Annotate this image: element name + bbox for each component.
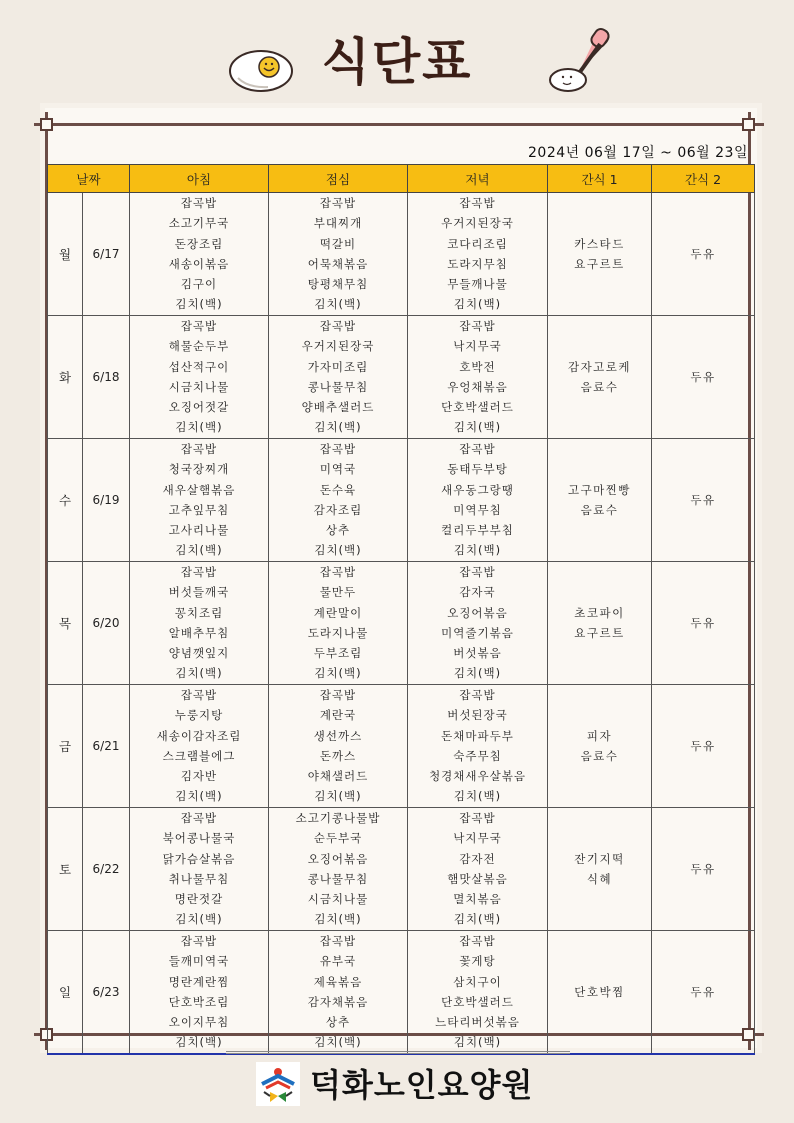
- menu-item: 제육볶음: [313, 974, 363, 989]
- menu-item: 명란젓갈: [174, 892, 224, 907]
- snack1-list: [548, 982, 651, 1002]
- menu-item: 김자반: [180, 769, 218, 784]
- menu-item: 잡곡밥: [180, 565, 218, 579]
- dinner-cell: [408, 562, 548, 685]
- menu-item: 순두부국: [313, 831, 363, 846]
- menu-item: 김치(백): [175, 420, 223, 435]
- menu-item: 버섯된장국: [447, 708, 508, 723]
- menu-item: 잡곡밥: [459, 442, 496, 456]
- dinner-menu-list: [408, 316, 547, 438]
- menu-item: 양념깻잎지: [168, 646, 230, 661]
- lunch-menu-list: [269, 685, 407, 807]
- date-cell: 6/20: [83, 562, 130, 685]
- snack-item: 피자: [586, 729, 613, 743]
- snack1-list: [548, 849, 651, 889]
- lunch-cell: [269, 931, 408, 1055]
- breakfast-cell: [130, 562, 269, 685]
- menu-item: 청경채새우살볶음: [429, 769, 526, 784]
- header-lunch: 점심: [269, 165, 408, 193]
- snack1-list: [548, 726, 651, 766]
- lunch-cell: [269, 439, 408, 562]
- menu-item: 물만두: [319, 585, 357, 600]
- snack2-cell: 두유: [652, 316, 755, 439]
- menu-item: 오징어볶음: [307, 851, 369, 866]
- menu-item: 고추잎무침: [168, 502, 230, 517]
- menu-item: 잡곡밥: [319, 319, 357, 333]
- menu-item: 멸치볶음: [453, 892, 502, 907]
- menu-item: 도라지나물: [307, 625, 369, 640]
- breakfast-menu-list: [130, 562, 268, 684]
- menu-item: 새우동그랑땡: [441, 482, 514, 497]
- menu-item: 삼치구이: [453, 974, 502, 989]
- weekday-cell: 수: [48, 439, 83, 562]
- menu-item: 김치(백): [175, 912, 223, 927]
- lunch-menu-list: [269, 931, 407, 1053]
- footer-divider: [226, 1051, 570, 1054]
- menu-item: 상추: [325, 523, 351, 538]
- menu-item: 도라지무침: [447, 256, 508, 271]
- menu-item: 감자전: [459, 851, 496, 866]
- menu-item: 잡곡밥: [319, 196, 357, 210]
- menu-item: 김치(백): [314, 297, 362, 312]
- snack2-cell: 두유: [652, 685, 755, 808]
- frame-corner-tl: [40, 118, 53, 131]
- menu-item: 미역줄기볶음: [441, 625, 514, 640]
- snack-item: 음료수: [580, 749, 619, 763]
- table-header-row: [48, 165, 755, 193]
- table-row: [48, 316, 755, 439]
- menu-item: 미역무침: [453, 502, 502, 517]
- menu-item: 김치(백): [453, 912, 502, 927]
- menu-item: 잡곡밥: [319, 934, 357, 948]
- breakfast-menu-list: [130, 439, 268, 561]
- menu-item: 단호박샐러드: [441, 400, 514, 415]
- snack1-list: [548, 234, 651, 274]
- snack1-cell: [548, 931, 652, 1055]
- lunch-menu-list: [269, 562, 407, 684]
- menu-item: 스크램블에그: [162, 748, 236, 763]
- dinner-cell: [408, 808, 548, 931]
- dinner-menu-list: [408, 439, 547, 561]
- weekday-cell: 화: [48, 316, 83, 439]
- snack-item: 잔기지떡: [574, 852, 625, 866]
- menu-item: 잡곡밥: [319, 565, 357, 579]
- weekday-cell: 금: [48, 685, 83, 808]
- page-title: 식단표: [321, 33, 473, 91]
- breakfast-menu-list: [130, 808, 268, 930]
- snack1-cell: [548, 439, 652, 562]
- date-cell: 6/18: [83, 316, 130, 439]
- dinner-menu-list: [408, 808, 547, 930]
- menu-item: 탕평채무침: [307, 277, 369, 292]
- menu-item: 햄맛살볶음: [447, 871, 508, 886]
- snack1-list: [548, 357, 651, 397]
- menu-item: 돈채마파두부: [441, 728, 514, 743]
- lunch-menu-list: [269, 439, 407, 561]
- menu-item: 잡곡밥: [319, 688, 357, 702]
- menu-item: 잡곡밥: [180, 196, 218, 210]
- lunch-menu-list: [269, 316, 407, 438]
- menu-item: 김치(백): [175, 543, 223, 558]
- header-breakfast: 아침: [130, 165, 269, 193]
- menu-item: 오이지무침: [168, 1015, 230, 1030]
- menu-item: 상추: [325, 1015, 351, 1030]
- table-row: [48, 808, 755, 931]
- weekday-cell: 토: [48, 808, 83, 931]
- menu-item: 잡곡밥: [180, 934, 218, 948]
- breakfast-cell: [130, 931, 269, 1055]
- date-cell: 6/22: [83, 808, 130, 931]
- menu-item: 잡곡밥: [180, 442, 218, 456]
- dinner-cell: [408, 439, 548, 562]
- snack-item: 단호박찜: [574, 985, 625, 999]
- menu-item: 계란말이: [313, 605, 363, 620]
- snack1-cell: [548, 685, 652, 808]
- lunch-cell: [269, 685, 408, 808]
- menu-period: 2024년 06월 17일 ~ 06월 23일: [528, 145, 748, 161]
- menu-item: 버섯들깨국: [168, 585, 230, 600]
- menu-item: 낙지무국: [453, 831, 502, 846]
- weekday-cell: 목: [48, 562, 83, 685]
- menu-item: 무들깨나물: [447, 277, 508, 292]
- menu-item: 김치(백): [453, 666, 502, 681]
- menu-item: 청국장찌개: [168, 462, 230, 477]
- menu-item: 꽃게탕: [459, 954, 496, 969]
- menu-item: 잡곡밥: [459, 811, 496, 825]
- menu-item: 두부조림: [313, 646, 363, 661]
- menu-item: 김치(백): [314, 543, 362, 558]
- fried-egg-icon: [228, 48, 294, 94]
- menu-item: 김치(백): [453, 543, 502, 558]
- breakfast-cell: [130, 439, 269, 562]
- header-snack1: 간식 1: [548, 165, 652, 193]
- table-row: [48, 193, 755, 316]
- menu-item: 가자미조림: [307, 359, 369, 374]
- menu-item: 우거지된장국: [441, 216, 514, 231]
- menu-item: 해물순두부: [168, 339, 230, 354]
- ladle-icon: [544, 26, 614, 98]
- snack2-cell: 두유: [652, 562, 755, 685]
- menu-item: 소고기무국: [168, 216, 230, 231]
- menu-item: 감자조림: [313, 502, 363, 517]
- snack2-cell: 두유: [652, 193, 755, 316]
- menu-item: 우거지된장국: [301, 339, 375, 354]
- menu-item: 잡곡밥: [459, 319, 496, 333]
- breakfast-menu-list: [130, 931, 268, 1053]
- breakfast-cell: [130, 685, 269, 808]
- snack1-cell: [548, 193, 652, 316]
- menu-item: 시금치나물: [168, 379, 230, 394]
- menu-item: 잡곡밥: [459, 934, 496, 948]
- menu-item: 김치(백): [453, 789, 502, 804]
- date-cell: 6/23: [83, 931, 130, 1055]
- dinner-menu-list: [408, 931, 547, 1053]
- menu-item: 명란계란찜: [168, 974, 230, 989]
- header-snack2: 간식 2: [652, 165, 755, 193]
- menu-item: 김구이: [180, 277, 218, 292]
- menu-item: 유부국: [319, 954, 357, 969]
- breakfast-cell: [130, 193, 269, 316]
- menu-item: 동태두부탕: [447, 462, 508, 477]
- lunch-cell: [269, 562, 408, 685]
- menu-item: 잡곡밥: [319, 442, 357, 456]
- menu-item: 고사리나물: [168, 523, 230, 538]
- dinner-cell: [408, 316, 548, 439]
- snack-item: 고구마찐빵: [567, 483, 632, 497]
- snack-item: 요구르트: [574, 626, 625, 640]
- lunch-menu-list: [269, 808, 407, 930]
- menu-item: 돈장조림: [174, 236, 224, 251]
- menu-item: 미역국: [319, 462, 357, 477]
- breakfast-menu-list: [130, 685, 268, 807]
- menu-item: 오징어젓갈: [168, 400, 230, 415]
- snack2-cell: 두유: [652, 439, 755, 562]
- menu-item: 김치(백): [453, 420, 502, 435]
- menu-item: 김치(백): [453, 1035, 502, 1050]
- menu-item: 취나물무침: [168, 871, 230, 886]
- menu-item: 호박전: [459, 359, 496, 374]
- menu-item: 감자국: [459, 585, 496, 600]
- snack1-list: [548, 603, 651, 643]
- menu-item: 돈수육: [319, 482, 357, 497]
- snack1-cell: [548, 808, 652, 931]
- menu-item: 김치(백): [314, 420, 362, 435]
- snack-item: 초코파이: [574, 606, 625, 620]
- menu-item: 오징어볶음: [447, 605, 508, 620]
- menu-item: 잡곡밥: [459, 196, 496, 210]
- date-cell: 6/21: [83, 685, 130, 808]
- menu-item: 부대찌개: [313, 216, 363, 231]
- snack-item: 감자고로케: [567, 360, 632, 374]
- menu-item: 숙주무침: [453, 748, 502, 763]
- dinner-menu-list: [408, 562, 547, 684]
- breakfast-menu-list: [130, 316, 268, 438]
- dinner-menu-list: [408, 685, 547, 807]
- menu-item: 새송이감자조림: [156, 728, 242, 743]
- menu-item: 닭가슴살볶음: [162, 851, 236, 866]
- breakfast-menu-list: [130, 193, 268, 315]
- menu-item: 누룽지탕: [174, 708, 224, 723]
- snack2-cell: 두유: [652, 931, 755, 1055]
- menu-item: 소고기콩나물밥: [295, 811, 381, 825]
- dinner-cell: [408, 931, 548, 1055]
- header-dinner: 저녁: [408, 165, 548, 193]
- menu-item: 생선까스: [313, 728, 363, 743]
- menu-item: 섭산적구이: [168, 359, 230, 374]
- dinner-menu-list: [408, 193, 547, 315]
- menu-item: 김치(백): [175, 1035, 223, 1050]
- menu-item: 우엉채볶음: [447, 379, 508, 394]
- frame-border-top: [34, 123, 764, 126]
- snack1-list: [548, 480, 651, 520]
- frame-corner-tr: [742, 118, 755, 131]
- table-row: [48, 685, 755, 808]
- snack-item: 식혜: [586, 872, 613, 886]
- menu-item: 컬리두부부침: [441, 523, 514, 538]
- menu-item: 콩나물무침: [307, 379, 369, 394]
- menu-item: 콩나물무침: [307, 871, 369, 886]
- menu-item: 돈까스: [319, 748, 357, 763]
- menu-item: 잡곡밥: [459, 688, 496, 702]
- lunch-cell: [269, 808, 408, 931]
- organization-logo: [256, 1062, 300, 1106]
- snack-item: 카스타드: [574, 237, 625, 251]
- menu-item: 코다리조림: [447, 236, 508, 251]
- snack-item: 음료수: [580, 503, 619, 517]
- menu-item: 시금치나물: [307, 892, 369, 907]
- snack-item: 음료수: [580, 380, 619, 394]
- date-cell: 6/17: [83, 193, 130, 316]
- menu-item: 김치(백): [175, 297, 223, 312]
- menu-item: 단호박조림: [168, 994, 230, 1009]
- menu-item: 어묵채볶음: [307, 256, 369, 271]
- menu-item: 잡곡밥: [459, 565, 496, 579]
- menu-item: 잡곡밥: [180, 319, 218, 333]
- table-row: [48, 931, 755, 1055]
- lunch-cell: [269, 193, 408, 316]
- menu-item: 감자채볶음: [307, 994, 369, 1009]
- table-row: [48, 562, 755, 685]
- menu-item: 낙지무국: [453, 339, 502, 354]
- snack1-cell: [548, 562, 652, 685]
- menu-item: 새우살햄볶음: [162, 482, 236, 497]
- menu-item: 떡갈비: [319, 236, 357, 251]
- lunch-menu-list: [269, 193, 407, 315]
- menu-item: 잡곡밥: [180, 811, 218, 825]
- menu-item: 김치(백): [314, 1035, 362, 1050]
- menu-item: 김치(백): [314, 666, 362, 681]
- menu-item: 들깨미역국: [168, 954, 230, 969]
- menu-item: 김치(백): [314, 912, 362, 927]
- menu-item: 김치(백): [314, 789, 362, 804]
- menu-item: 김치(백): [175, 666, 223, 681]
- dinner-cell: [408, 193, 548, 316]
- menu-item: 단호박샐러드: [441, 994, 514, 1009]
- weekday-cell: 월: [48, 193, 83, 316]
- menu-item: 김치(백): [453, 297, 502, 312]
- menu-item: 잡곡밥: [180, 688, 218, 702]
- dinner-cell: [408, 685, 548, 808]
- menu-item: 새송이볶음: [168, 256, 230, 271]
- meal-table: [47, 164, 755, 1055]
- menu-item: 꽁치조림: [174, 605, 224, 620]
- menu-item: 김치(백): [175, 789, 223, 804]
- menu-item: 북어콩나물국: [162, 831, 236, 846]
- breakfast-cell: [130, 316, 269, 439]
- header-date: 날짜: [48, 165, 130, 193]
- menu-item: 알배추무침: [168, 625, 230, 640]
- weekday-cell: 일: [48, 931, 83, 1055]
- snack-item: 요구르트: [574, 257, 625, 271]
- snack2-cell: 두유: [652, 808, 755, 931]
- organization-name: 덕화노인요양원: [310, 1066, 534, 1104]
- menu-item: 양배추샐러드: [301, 400, 375, 415]
- lunch-cell: [269, 316, 408, 439]
- snack1-cell: [548, 316, 652, 439]
- table-row: [48, 439, 755, 562]
- menu-item: 느타리버섯볶음: [435, 1015, 520, 1030]
- menu-item: 버섯볶음: [453, 646, 502, 661]
- menu-item: 계란국: [319, 708, 357, 723]
- breakfast-cell: [130, 808, 269, 931]
- date-cell: 6/19: [83, 439, 130, 562]
- menu-item: 야채샐러드: [307, 769, 369, 784]
